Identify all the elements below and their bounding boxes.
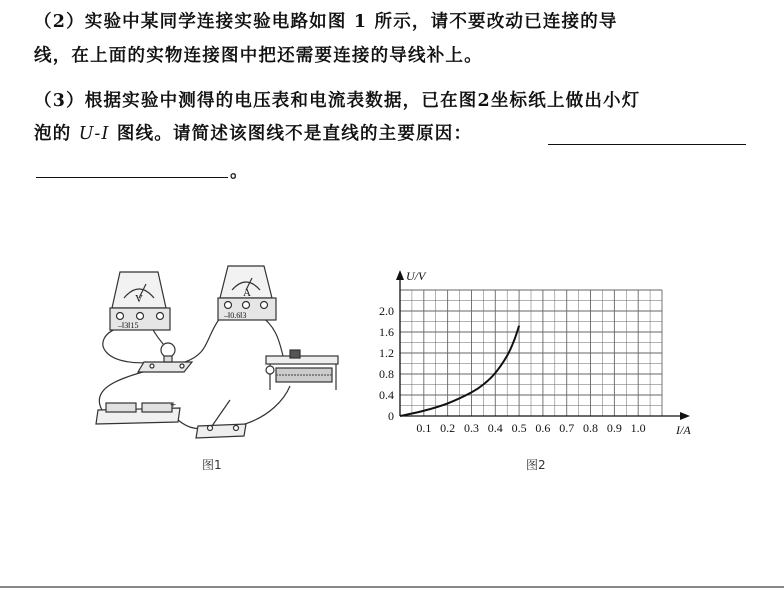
rheostat [266,350,338,390]
wire-voltmeter-to-bulb [103,328,155,363]
ammeter-terminal-labels: –‖0.6‖3 [224,311,247,320]
q2-line-2: 线，在上面的实物连接图中把还需要连接的导线补上。 [34,46,483,66]
figure2-caption: 图2 [526,458,546,472]
lamp-bulb [138,343,192,372]
x-tick-label: 0.9 [606,421,622,435]
q3-line-1: （3）根据实验中测得的电压表和电流表数据，已在图2坐标纸上做出小灯 [34,91,641,111]
x-axis-label: I/A [676,423,691,437]
x-tick-label: 0.3 [463,421,479,435]
x-tick-label: 0.1 [416,421,432,435]
answer-blank-2[interactable] [36,177,228,178]
q2-line-1: （2）实验中某同学连接实验电路如图 1 所示，请不要改动已连接的导 [34,12,618,32]
battery-plus-sign: + [170,399,177,411]
voltmeter-terminal-labels: –‖3‖15 [118,321,139,330]
battery-pack [96,403,180,424]
x-tick-label: 1.0 [630,421,646,435]
x-tick-label: 0.4 [487,421,503,435]
figure2-ui-chart [360,262,700,452]
y-tick-label: 1.2 [379,346,394,360]
y-tick-label: 1.6 [379,325,394,339]
ammeter-letter: A [243,287,251,299]
figure1-caption: 图1 [202,458,222,472]
y-axis-arrow [396,270,404,280]
y-tick-label: 2.0 [379,304,394,318]
origin-label: 0 [388,409,394,423]
q3-line-2 [34,120,472,145]
x-tick-label: 0.6 [535,421,551,435]
q3-text-suffix: 图线。请简述该图线不是直线的主要原因： [109,124,473,144]
y-tick-label: 0.4 [379,388,394,402]
wire-switch-to-rheostat [238,386,290,426]
x-tick-label: 0.5 [511,421,527,435]
q3-line-3-end: 。 [230,162,249,182]
answer-blank-1[interactable] [548,144,746,145]
voltmeter-letter: V [135,293,143,305]
x-tick-label: 0.8 [583,421,599,435]
wire-bulb-to-ammeter [185,318,220,362]
q3-ui-symbol: U-I [78,124,110,144]
figure1-circuit [80,258,350,448]
y-tick-label: 0.8 [379,367,394,381]
q3-text-prefix: 泡的 [34,124,79,144]
y-axis-label: U/V [406,269,426,283]
page-bottom-rule [0,586,784,588]
x-tick-label: 0.2 [440,421,456,435]
x-axis-arrow [680,412,690,420]
knife-switch [196,400,246,438]
x-tick-label: 0.7 [559,421,575,435]
